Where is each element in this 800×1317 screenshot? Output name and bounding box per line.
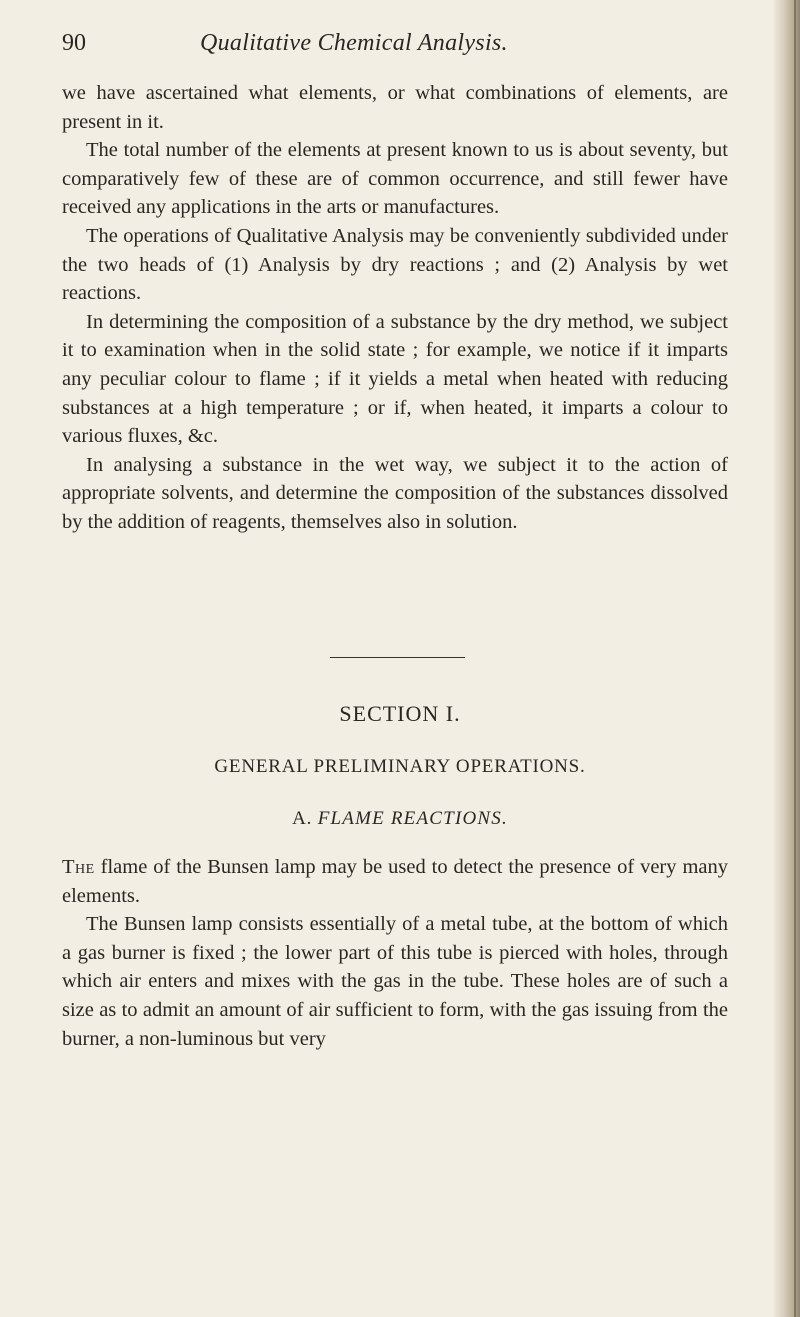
flame-reactions-text (62, 853, 728, 1053)
subsection-letter: A. (292, 808, 313, 829)
section-divider (330, 657, 465, 658)
paragraph: The Bunsen lamp consists essentially of a metal tube, at the bottom of which a gas burner is fixed ; the lower part of this tube is pierced with holes, through which air enters and mixes with the gas in the tube. These holes are of such a size as to admit an amount of air sufficient to form, with the gas issuing from the burner, a non-luminous but very (62, 913, 728, 1050)
paragraph: The operations of Qualitative Analysis may be conveniently subdivided under the two heads of (1) Analysis by dry reactions ; and (2) Analysis by wet reactions. (62, 224, 728, 305)
subsection-title: FLAME REACTIONS. (317, 808, 508, 829)
page-number: 90 (62, 30, 86, 56)
section-subheading: GENERAL PRELIMINARY OPERATIONS. (214, 756, 586, 777)
subsection-heading (0, 808, 800, 830)
paragraph (62, 853, 728, 910)
paragraph: In determining the composition of a substance by the dry method, we subject it to examination when in the solid state ; for example, we notice if it imparts any peculiar colour to flame ; if it yields a metal when heated with reducing substances at a high temperature ; or if, when heated, it imparts a colour to various fluxes, &c. (62, 310, 728, 448)
paragraph-rest: flame of the Bunsen lamp may be used to detect the presence of very many elements. (62, 856, 728, 907)
lead-word: The (62, 856, 95, 878)
section-heading: SECTION I. (339, 701, 461, 726)
paragraph: The total number of the elements at present known to us is about seventy, but comparatively few of these are of common occurrence, and still fewer have received any applications in the arts or manufactures. (62, 139, 728, 219)
intro-text (62, 79, 728, 537)
page-edge (794, 0, 796, 1317)
page-header (62, 30, 742, 66)
paragraph: In analysing a substance in the wet way, we subject it to the action of appropriate solvents, and determine the composition of the substances dissolved by the addition of reagents, themselves also in solution. (62, 453, 728, 533)
paragraph: we have ascertained what elements, or what combinations of elements, are present in it. (62, 82, 728, 133)
running-title: Qualitative Chemical Analysis. (200, 30, 508, 56)
